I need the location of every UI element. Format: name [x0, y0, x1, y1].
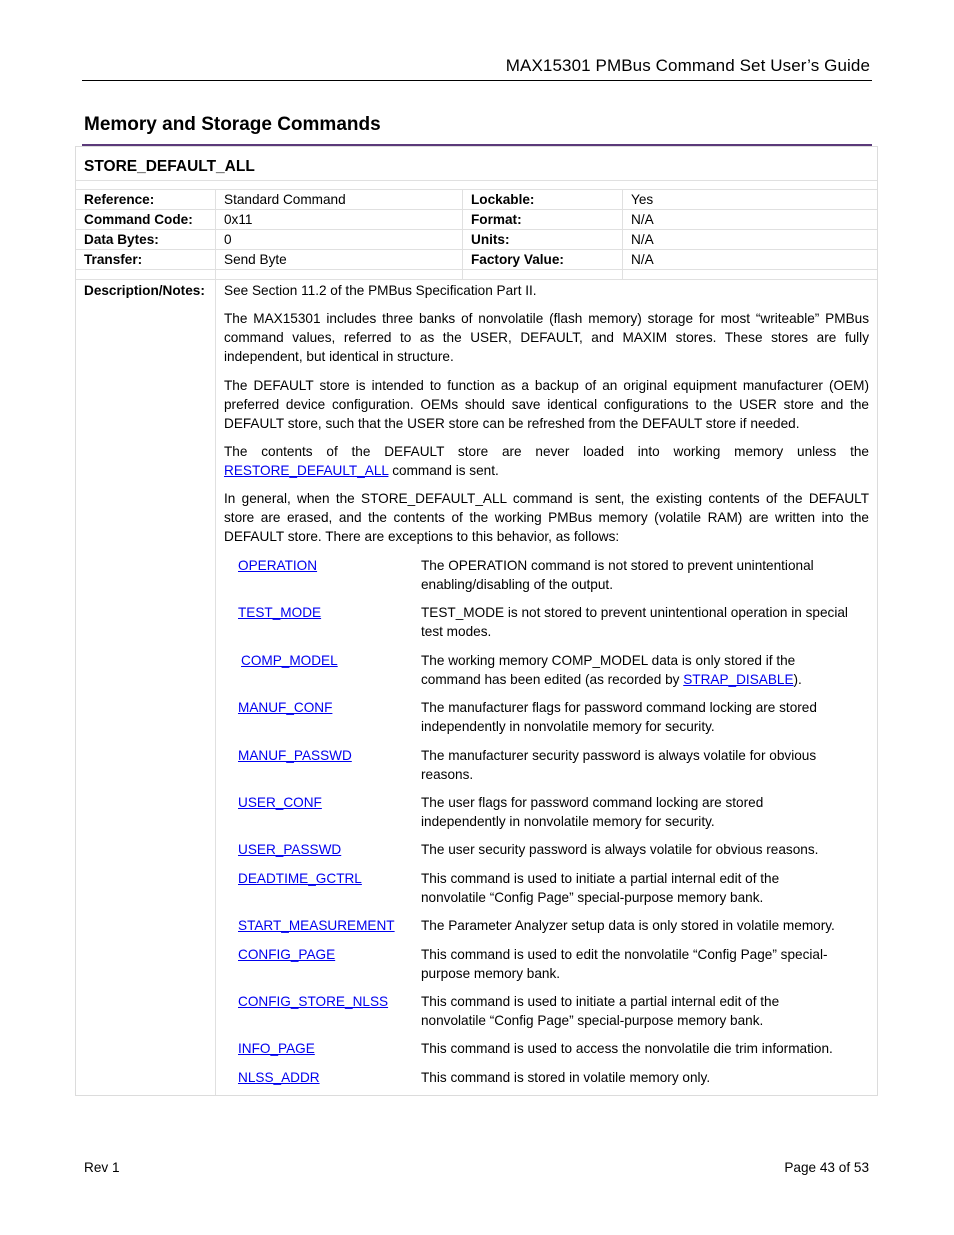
start-measurement-link[interactable]: START_MEASUREMENT — [238, 918, 395, 933]
description-paragraph: In general, when the STORE_DEFAULT_ALL command is sent, the existing contents of the DEFAULT store are erased, and the contents of the working PMBus memory (volatile RAM) are written into the DEFAULT store. There are exceptions to this behavior, as follows: — [224, 491, 869, 545]
transfer-label: Transfer: — [84, 252, 143, 267]
reference-label: Reference: — [84, 192, 155, 207]
nlss-addr-link[interactable]: NLSS_ADDR — [238, 1070, 320, 1085]
exception-description: The OPERATION command is not stored to prevent unintentional enabling/disabling of the output. — [421, 558, 814, 592]
format-label: Format: — [471, 212, 522, 227]
exception-description: This command is stored in volatile memory only. — [421, 1070, 711, 1085]
exception-description — [421, 651, 841, 689]
info-page-link[interactable]: INFO_PAGE — [238, 1041, 315, 1056]
factory-value-label: Factory Value: — [471, 252, 564, 267]
description-paragraph: The MAX15301 includes three banks of nonvolatile (flash memory) storage for most “writeable” PMBus command values, referred to as the USER, DEFAULT, and MAXIM stores. These stores are fully independent, but identical in structure. — [224, 311, 869, 365]
config-store-nlss-link[interactable]: CONFIG_STORE_NLSS — [238, 994, 389, 1009]
comp-model-link[interactable]: COMP_MODEL — [241, 653, 338, 668]
document-header-title: MAX15301 PMBus Command Set User’s Guide — [505, 56, 870, 75]
command-code-label: Command Code: — [84, 212, 193, 227]
strap-disable-link[interactable]: STRAP_DISABLE — [683, 672, 794, 687]
factory-value-value: N/A — [631, 252, 654, 267]
table-column-rule — [622, 189, 623, 279]
table-rule — [76, 269, 877, 270]
command-code-value: 0x11 — [224, 212, 253, 227]
exception-description: This command is used to edit the nonvolatile “Config Page” special-purpose memory bank. — [421, 947, 828, 981]
description-label: Description/Notes: — [84, 283, 205, 298]
exception-text: ). — [793, 672, 802, 687]
deadtime-gctrl-link[interactable]: DEADTIME_GCTRL — [238, 871, 362, 886]
header-divider — [82, 80, 872, 81]
manuf-passwd-link[interactable]: MANUF_PASSWD — [238, 748, 352, 763]
exception-description: The user security password is always volatile for obvious reasons. — [421, 842, 819, 857]
data-bytes-label: Data Bytes: — [84, 232, 159, 247]
config-page-link[interactable]: CONFIG_PAGE — [238, 947, 336, 962]
exception-description: TEST_MODE is not stored to prevent unintentional operation in special test modes. — [421, 605, 848, 639]
operation-link[interactable]: OPERATION — [238, 558, 318, 573]
command-name: STORE_DEFAULT_ALL — [84, 158, 255, 175]
exception-description: The Parameter Analyzer setup data is only stored in volatile memory. — [421, 918, 835, 933]
units-label: Units: — [471, 232, 510, 247]
exception-text: The working memory COMP_MODEL data is only stored if the command has been edited (as recorded by — [421, 653, 796, 687]
exception-description: The user flags for password command locking are stored independently in nonvolatile memory for security. — [421, 795, 764, 829]
exception-description: This command is used to access the nonvolatile die trim information. — [421, 1041, 833, 1056]
section-title: Memory and Storage Commands — [84, 114, 381, 135]
description-paragraph: See Section 11.2 of the PMBus Specification Part II. — [224, 283, 537, 298]
table-column-rule — [462, 189, 463, 279]
table-rule — [76, 180, 877, 181]
paragraph-text: The contents of the DEFAULT store are never loaded into working memory unless the — [224, 444, 869, 459]
description-paragraph — [224, 442, 869, 480]
units-value: N/A — [631, 232, 654, 247]
manuf-conf-link[interactable]: MANUF_CONF — [238, 700, 333, 715]
user-conf-link[interactable]: USER_CONF — [238, 795, 322, 810]
lockable-value: Yes — [631, 192, 654, 207]
table-rule — [76, 279, 877, 280]
restore-default-all-link[interactable]: RESTORE_DEFAULT_ALL — [224, 463, 389, 479]
reference-value: Standard Command — [224, 192, 346, 207]
exception-description: This command is used to initiate a partial internal edit of the nonvolatile “Config Page” special-purpose memory bank. — [421, 994, 780, 1028]
transfer-value: Send Byte — [224, 252, 287, 267]
format-value: N/A — [631, 212, 654, 227]
exception-description: The manufacturer security password is always volatile for obvious reasons. — [421, 748, 817, 782]
exception-description: This command is used to initiate a partial internal edit of the nonvolatile “Config Page” special-purpose memory bank. — [421, 871, 780, 905]
description-paragraph: The DEFAULT store is intended to function as a backup of an original equipment manufacturer (OEM) preferred device configuration. OEMs should save identical configurations to the USER store and the DEFAULT store, such that the USER store can be refreshed from the DEFAULT store if needed. — [224, 378, 869, 432]
lockable-label: Lockable: — [471, 192, 535, 207]
data-bytes-value: 0 — [224, 232, 232, 247]
footer-revision: Rev 1 — [84, 1160, 120, 1175]
test-mode-link[interactable]: TEST_MODE — [238, 605, 322, 620]
exception-description: The manufacturer flags for password command locking are stored independently in nonvolatile memory for security. — [421, 700, 817, 734]
paragraph-text: command is sent. — [388, 463, 499, 479]
footer-page-number: Page 43 of 53 — [784, 1160, 869, 1175]
user-passwd-link[interactable]: USER_PASSWD — [238, 842, 342, 857]
table-column-rule — [215, 189, 216, 1095]
